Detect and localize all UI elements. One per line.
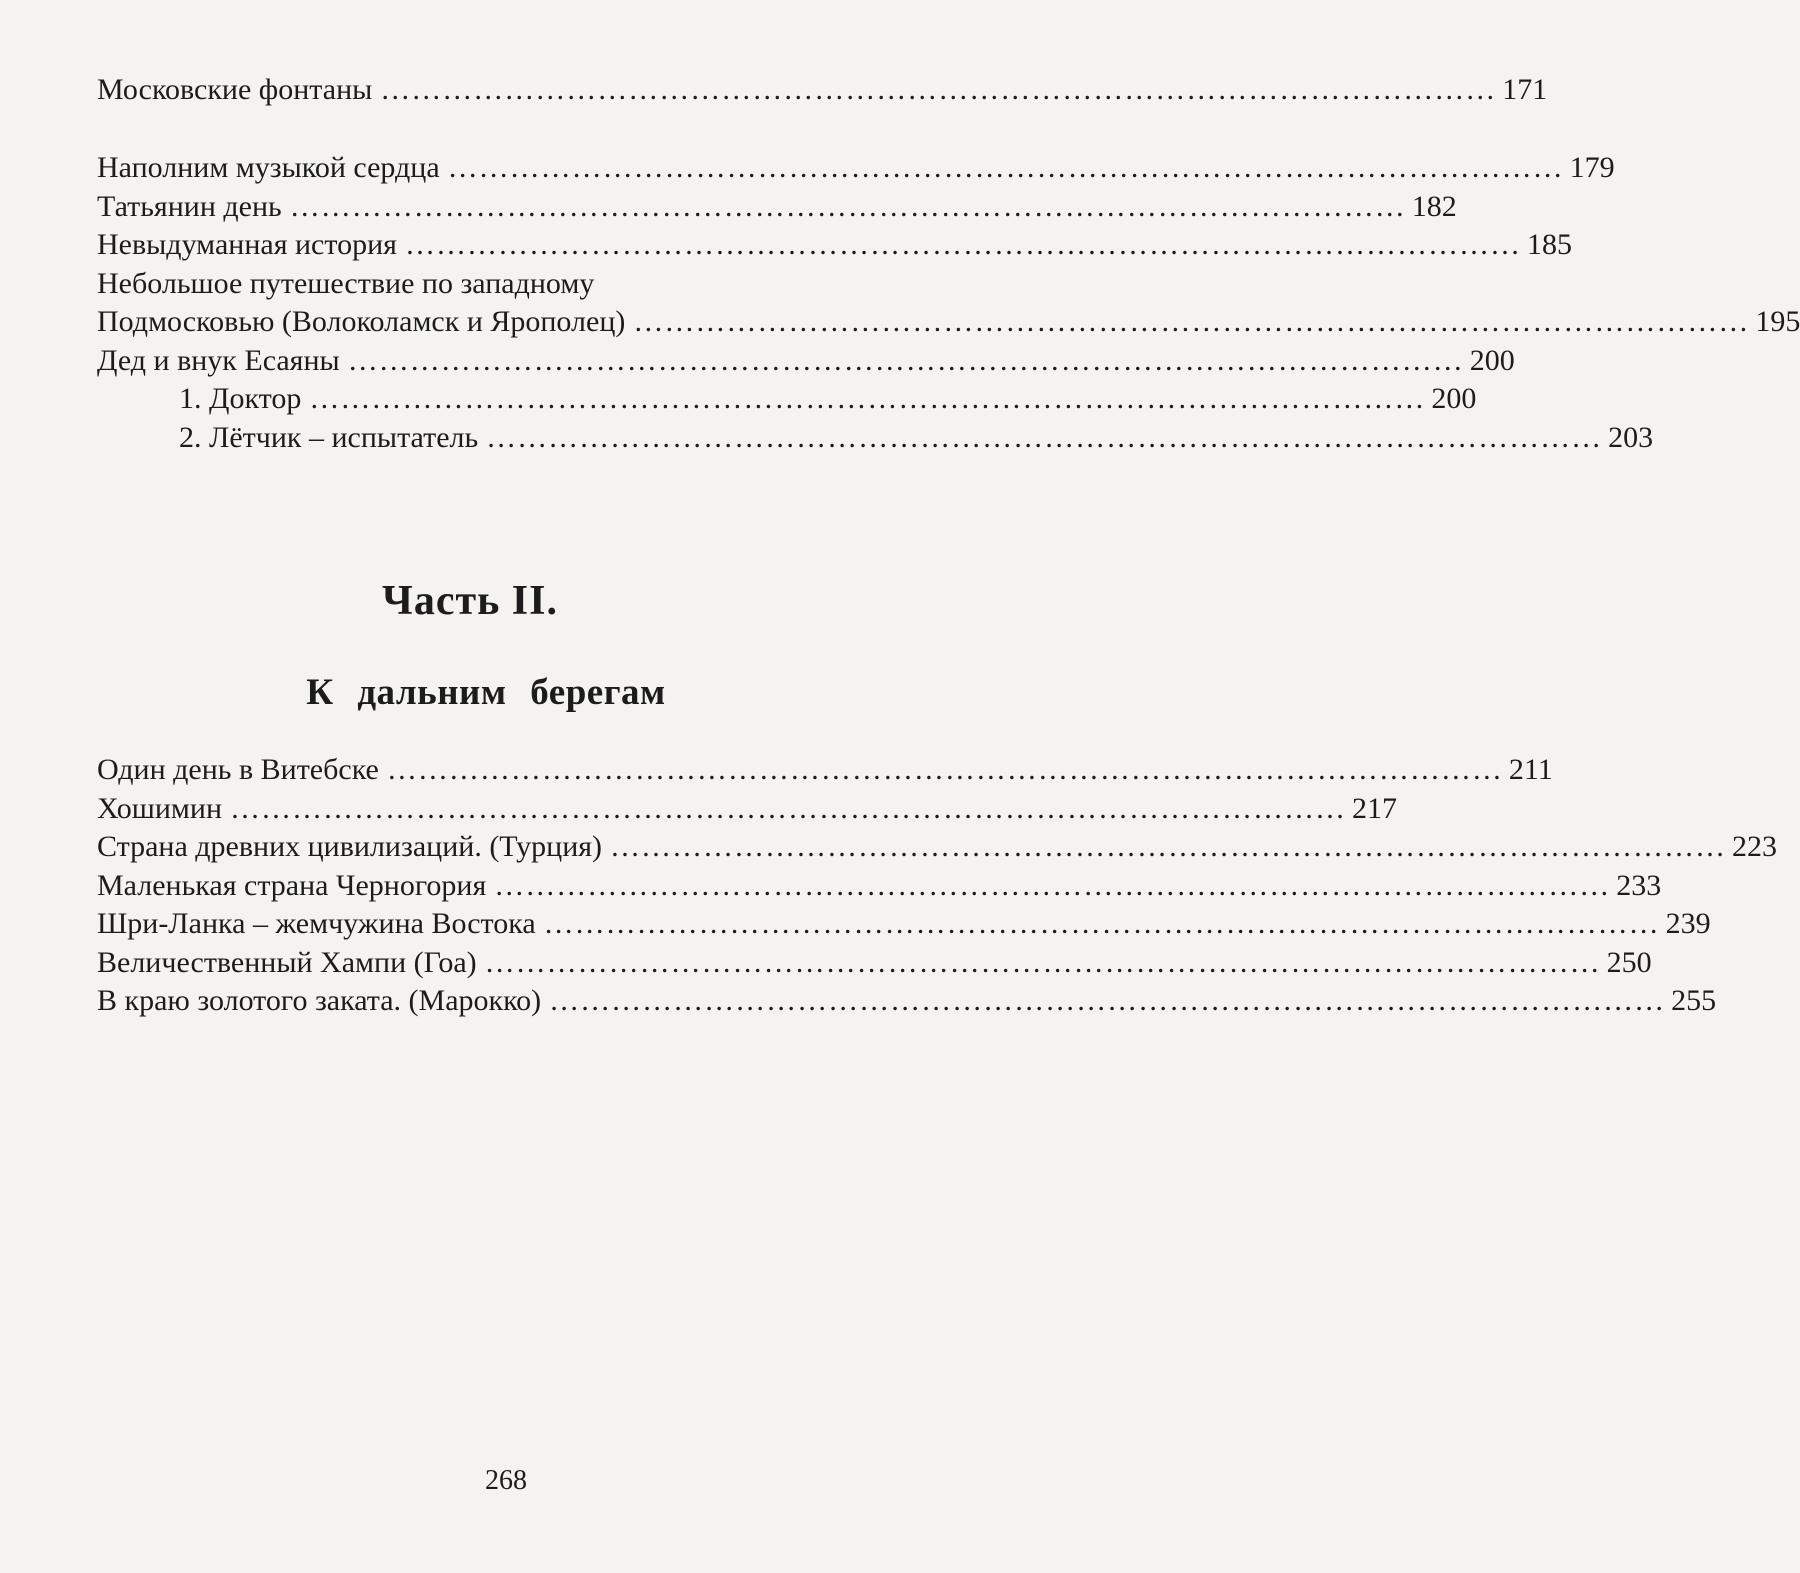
toc-entry-title: Шри-Ланка – жемчужина Востока [97, 907, 536, 940]
page-number: 268 [485, 1465, 527, 1496]
toc-entry [97, 790, 1398, 829]
toc-entry [97, 149, 1615, 188]
toc-entry-page: 200 [1469, 343, 1515, 377]
toc-entry-title: Страна древних цивилизаций. (Турция) [97, 830, 603, 863]
toc-leader-dots: ……………………………………………………………………………………………… [347, 343, 1464, 377]
toc-entry-title: Хошимин [97, 791, 223, 825]
toc-entry-page: 223 [1732, 830, 1778, 863]
toc-entry-title: Московские фонтаны [97, 73, 373, 106]
toc-entry-title: Дед и внук Есаяны [97, 343, 340, 377]
toc-top-group [97, 71, 1548, 110]
toc-subentry [97, 380, 1477, 419]
toc-entry-title: 1. Доктор [179, 382, 302, 415]
toc-entry-title: В краю золотого заката. (Марокко) [97, 984, 542, 1017]
toc-entry-title: Величественный Хампи (Гоа) [97, 945, 477, 979]
toc-part2-group [97, 751, 1778, 1021]
toc-entry [97, 226, 1572, 265]
toc-entry-title: Подмосковью (Волоколамск и Ярополец) [97, 305, 626, 338]
toc-leader-dots: ……………………………………………………………………………………………… [230, 791, 1347, 825]
toc-entry [97, 303, 1800, 342]
toc-entry-page: 203 [1608, 420, 1654, 454]
toc-entry-page: 211 [1508, 753, 1553, 786]
toc-entry-title: Небольшое путешествие по западному [97, 266, 595, 300]
toc-entry-title: Татьянин день [97, 189, 282, 223]
toc-entry-page: 185 [1526, 228, 1572, 261]
toc-entry [97, 905, 1711, 944]
toc-entry-title: Невыдуманная история [97, 228, 397, 261]
toc-leader-dots: ……………………………………………………………………………………………… [543, 907, 1660, 940]
toc-leader-dots: ……………………………………………………………………………………………… [289, 189, 1406, 223]
toc-leader-dots: ……………………………………………………………………………………………… [633, 305, 1750, 338]
toc-entry [97, 71, 1548, 110]
toc-leader-dots: ……………………………………………………………………………………………… [404, 228, 1521, 261]
toc-leader-dots: ……………………………………………………………………………………………… [484, 945, 1601, 979]
toc-leader-dots: ……………………………………………………………………………………………… [494, 868, 1611, 902]
toc-entry [97, 944, 1652, 983]
toc-entry-title: 2. Лётчик – испытатель [179, 420, 479, 454]
toc-entry-page: 233 [1616, 868, 1662, 902]
part-subheading: К дальним берегам [306, 672, 666, 713]
toc-leader-dots: ……………………………………………………………………………………………… [447, 151, 1564, 184]
toc-entry [97, 342, 1515, 381]
toc-entry-title: Маленькая страна Черногория [97, 868, 487, 902]
toc-entry-page: 179 [1569, 151, 1615, 184]
toc-entry [97, 982, 1717, 1021]
toc-leader-dots: ……………………………………………………………………………………………… [380, 73, 1497, 106]
toc-leader-dots: ……………………………………………………………………………………………… [309, 382, 1426, 415]
toc-entry [97, 828, 1778, 867]
toc-entry-page: 239 [1665, 907, 1711, 940]
toc-entry-page: 200 [1431, 382, 1477, 415]
toc-leader-dots: ……………………………………………………………………………………………… [610, 830, 1727, 863]
toc-entry-page: 171 [1502, 73, 1548, 106]
toc-entry-title: Наполним музыкой сердца [97, 151, 440, 184]
toc-entry-page: 195 [1755, 305, 1800, 338]
toc-leader-dots: ……………………………………………………………………………………………… [486, 420, 1603, 454]
toc-entry [97, 265, 887, 304]
part-heading: Часть II. [382, 578, 558, 624]
toc-entry-page: 255 [1671, 984, 1717, 1017]
toc-subentry [97, 419, 1654, 458]
toc-entry-page: 217 [1352, 791, 1398, 825]
toc-entry-page: 250 [1606, 945, 1652, 979]
toc-entry [97, 867, 1662, 906]
toc-entry [97, 751, 1553, 790]
toc-part1-group [97, 149, 1800, 457]
toc-leader-dots: ……………………………………………………………………………………………… [386, 753, 1503, 786]
toc-entry-title: Один день в Витебске [97, 753, 379, 786]
toc-entry [97, 188, 1457, 227]
toc-entry-page: 182 [1411, 189, 1457, 223]
toc-leader-dots: ……………………………………………………………………………………………… [549, 984, 1666, 1017]
